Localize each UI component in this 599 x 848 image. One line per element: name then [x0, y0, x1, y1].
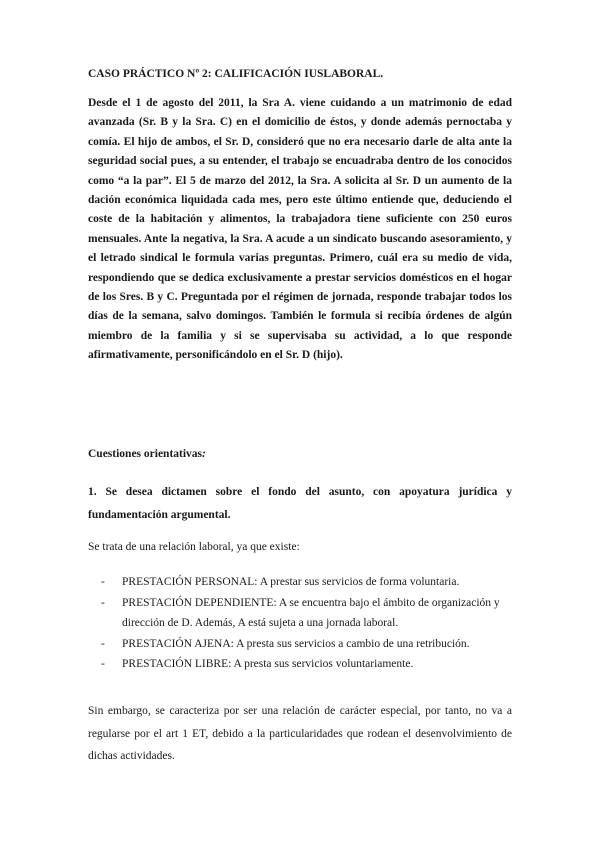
- document-title: CASO PRÁCTICO Nº 2: CALIFICACIÓN IUSLABORAL.: [88, 68, 384, 80]
- case-description-paragraph: Desde el 1 de agosto del 2011, la Sra A. viene cuidando a un matrimonio de edad avanzada (Sr. B y la Sra. C) en el domicilio de éstos, y donde además pernoctaba y comía. El hijo de ambos, el Sr. D, consideró que no era necesario darle de alta ante la seguridad social pues, a su entender, el trabajo se encuadraba dentro de los conocidos como “a la par”. El 5 de marzo del 2012, la Sra. A solicita al Sr. D un aumento de la dación económica liquidada cada mes, pero este último entiende que, deduciendo el coste de la habitación y alimentos, la trabajadora tiene suficiente con 250 euros mensuales. Ante la negativa, la Sra. A acude a un sindicato buscando asesoramiento, y el letrado sindical le formula varias preguntas. Primero, cuál era su medio de vida, respondiendo que se dedica exclusivamente a prestar servicios domésticos en el hogar de los Sres. B y C. Preguntada por el régimen de jornada, responde trabajar todos los días de la semana, salvo domingos. También le formula si recibía órdenes de algún miembro de la familia y si se supervisaba su actividad, a lo que responde afirmativamente, personificándolo en el Sr. D (hijo).: [88, 97, 512, 362]
- list-item-text: PRESTACIÓN LIBRE: A presta sus servicios voluntariamente.: [122, 658, 414, 670]
- list-item-text: PRESTACIÓN PERSONAL: A prestar sus servicios de forma voluntaria.: [122, 576, 460, 588]
- guiding-questions-heading-text: Cuestiones orientativas: [88, 448, 203, 460]
- list-dash: -: [101, 637, 105, 650]
- list-dash: -: [101, 576, 105, 588]
- list-item-text: PRESTACIÓN AJENA: A presta sus servicios a cambio de una retribución.: [122, 637, 470, 650]
- guiding-questions-heading: [88, 448, 512, 460]
- list-item: [101, 593, 513, 634]
- guiding-questions-heading-colon: :: [202, 448, 206, 460]
- list-dash: -: [101, 596, 105, 609]
- list-item: [101, 634, 513, 655]
- list-dash: -: [101, 658, 105, 670]
- list-item: [101, 572, 513, 593]
- question-1: 1. Se desea dictamen sobre el fondo del asunto, con apoyatura jurídica y fundamentación argumental.: [88, 486, 512, 521]
- characteristics-list: [101, 572, 513, 675]
- closing-paragraph: Sin embargo, se caracteriza por ser una relación de carácter especial, por tanto, no va a regularse por el art 1 ET, debido a la particularidades que rodean el desenvolvimiento de dichas actividades.: [88, 705, 512, 762]
- answer-lead: Se trata de una relación laboral, ya que existe:: [88, 541, 300, 553]
- list-item-text: PRESTACIÓN DEPENDIENTE: A se encuentra bajo el ámbito de organización y dirección de D. Además, A está sujeta a una jornada laboral.: [122, 596, 500, 629]
- list-item: [101, 654, 513, 675]
